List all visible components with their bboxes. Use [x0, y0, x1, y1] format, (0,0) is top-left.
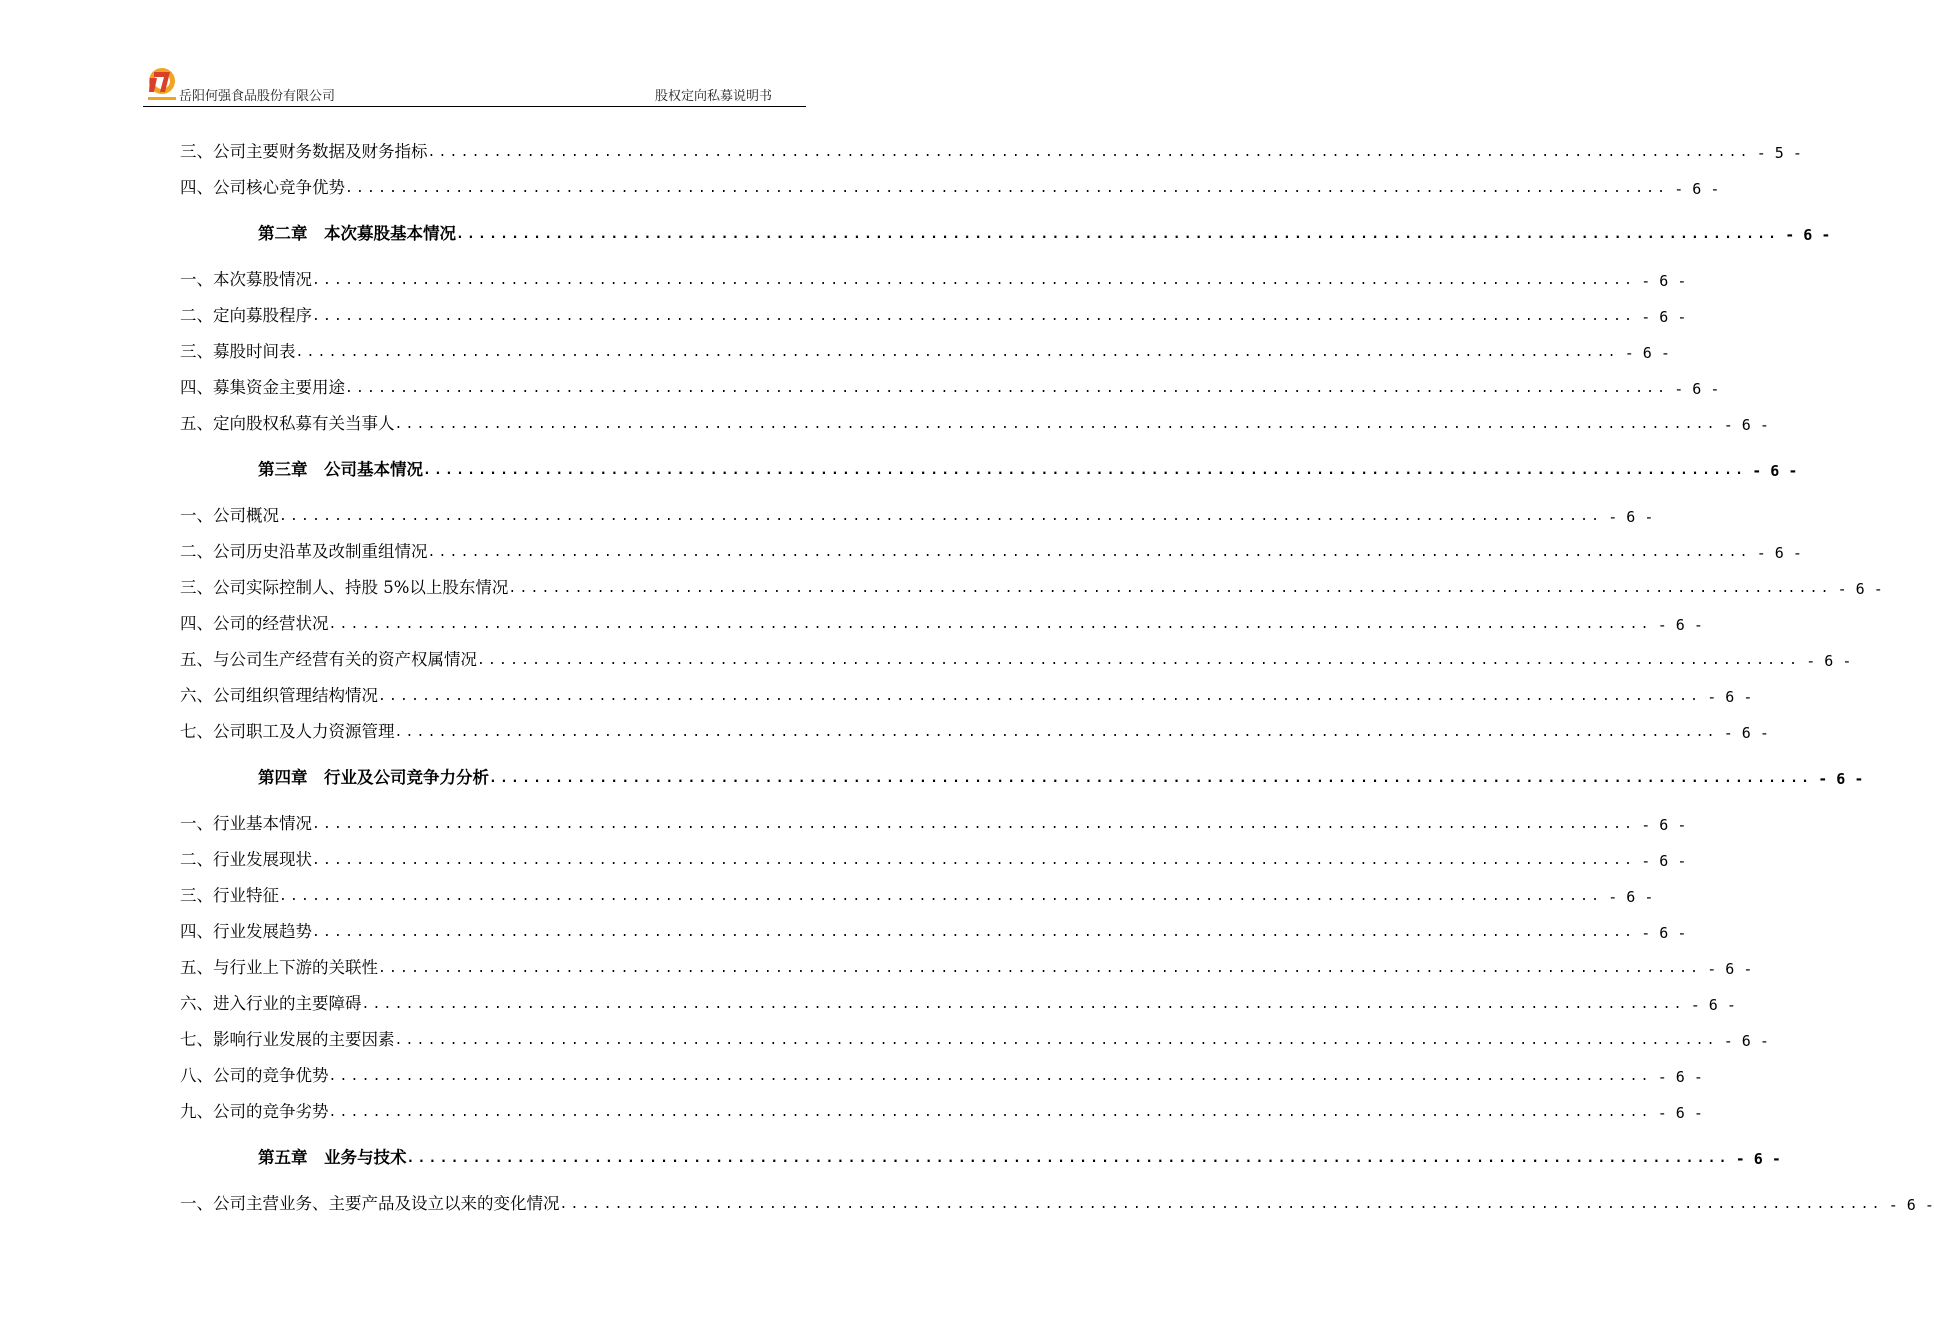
- document-title: 股权定向私募说明书: [654, 89, 772, 104]
- toc-section-entry[interactable]: [180, 1168, 1934, 1214]
- toc-dot-leader: ........................................................................................................................: [477, 653, 1801, 668]
- toc-section-entry[interactable]: [180, 126, 1802, 162]
- toc-page-number: - 6 -: [1818, 770, 1864, 788]
- toc-page-number: - 6 -: [1641, 852, 1687, 870]
- toc-entry-label: 一、本次募股情况: [180, 270, 312, 289]
- toc-dot-leader: ........................................................................................................................: [427, 145, 1751, 160]
- toc-dot-leader: ........................................................................................................................: [489, 771, 1813, 786]
- toc-dot-leader: ........................................................................................................................: [508, 581, 1832, 596]
- toc-page-number: - 6 -: [1735, 1150, 1781, 1168]
- toc-section-entry[interactable]: [180, 834, 1687, 870]
- toc-section-entry[interactable]: [180, 562, 1883, 598]
- toc-entry-label: 三、公司实际控制人、持股 5%以上股东情况: [180, 578, 509, 597]
- table-of-contents: [180, 126, 1934, 1214]
- toc-dot-leader: ........................................................................................................................: [361, 997, 1685, 1012]
- toc-section-entry[interactable]: [180, 706, 1769, 742]
- toc-page-number: - 6 -: [1707, 960, 1753, 978]
- toc-chapter-entry[interactable]: [180, 434, 1798, 480]
- toc-dot-leader: ........................................................................................................................: [394, 1033, 1718, 1048]
- toc-page-number: - 6 -: [1752, 462, 1798, 480]
- toc-section-entry[interactable]: [180, 1050, 1703, 1086]
- toc-page-number: - 6 -: [1806, 652, 1852, 670]
- toc-dot-leader: ........................................................................................................................: [423, 463, 1747, 478]
- toc-entry-label: 三、募股时间表: [180, 342, 296, 361]
- toc-page-number: - 6 -: [1674, 380, 1720, 398]
- toc-page-number: - 5 -: [1756, 144, 1802, 162]
- toc-entry-label: 一、公司概况: [180, 506, 279, 525]
- toc-entry-label: 第三章 公司基本情况: [258, 460, 423, 479]
- toc-page-number: - 6 -: [1641, 816, 1687, 834]
- toc-section-entry[interactable]: [180, 788, 1687, 834]
- company-name: 岳阳何强食品股份有限公司: [179, 89, 336, 104]
- toc-entry-label: 第四章 行业及公司竞争力分析: [258, 768, 489, 787]
- toc-entry-label: 四、募集资金主要用途: [180, 378, 345, 397]
- toc-section-entry[interactable]: [180, 244, 1687, 290]
- toc-dot-leader: ........................................................................................................................: [328, 1069, 1652, 1084]
- toc-section-entry[interactable]: [180, 634, 1852, 670]
- toc-section-entry[interactable]: [180, 598, 1703, 634]
- toc-section-entry[interactable]: [180, 906, 1687, 942]
- toc-page-number: - 6 -: [1785, 226, 1831, 244]
- toc-entry-label: 八、公司的竞争优势: [180, 1066, 329, 1085]
- toc-section-entry[interactable]: [180, 398, 1769, 434]
- toc-section-entry[interactable]: [180, 942, 1753, 978]
- toc-entry-label: 五、定向股权私募有关当事人: [180, 414, 395, 433]
- toc-section-entry[interactable]: [180, 162, 1720, 198]
- toc-dot-leader: ........................................................................................................................: [312, 925, 1636, 940]
- toc-section-entry[interactable]: [180, 326, 1670, 362]
- toc-entry-label: 第二章 本次募股基本情况: [258, 224, 456, 243]
- toc-dot-leader: ........................................................................................................................: [312, 273, 1636, 288]
- toc-dot-leader: ........................................................................................................................: [378, 689, 1702, 704]
- toc-entry-label: 二、定向募股程序: [180, 306, 312, 325]
- toc-entry-label: 七、公司职工及人力资源管理: [180, 722, 395, 741]
- toc-entry-label: 七、影响行业发展的主要因素: [180, 1030, 395, 1049]
- toc-section-entry[interactable]: [180, 978, 1736, 1014]
- toc-dot-leader: ........................................................................................................................: [406, 1151, 1730, 1166]
- toc-dot-leader: ........................................................................................................................: [394, 725, 1718, 740]
- toc-dot-leader: ........................................................................................................................: [279, 509, 1603, 524]
- toc-section-entry[interactable]: [180, 870, 1654, 906]
- toc-dot-leader: ........................................................................................................................: [328, 617, 1652, 632]
- company-logo-icon: [145, 66, 179, 106]
- toc-dot-leader: ........................................................................................................................: [456, 227, 1780, 242]
- toc-page-number: - 6 -: [1657, 1068, 1703, 1086]
- toc-page-number: - 6 -: [1657, 616, 1703, 634]
- toc-dot-leader: ........................................................................................................................: [295, 345, 1619, 360]
- page-header: [143, 62, 806, 107]
- toc-page-number: - 6 -: [1657, 1104, 1703, 1122]
- toc-section-entry[interactable]: [180, 290, 1687, 326]
- toc-entry-label: 四、公司的经营状况: [180, 614, 329, 633]
- toc-entry-label: 三、行业特征: [180, 886, 279, 905]
- toc-page-number: - 6 -: [1723, 724, 1769, 742]
- toc-dot-leader: ........................................................................................................................: [328, 1105, 1652, 1120]
- toc-entry-label: 五、与公司生产经营有关的资产权属情况: [180, 650, 477, 669]
- toc-section-entry[interactable]: [180, 362, 1720, 398]
- toc-section-entry[interactable]: [180, 1086, 1703, 1122]
- toc-dot-leader: ........................................................................................................................: [345, 381, 1669, 396]
- toc-page-number: - 6 -: [1707, 688, 1753, 706]
- toc-entry-label: 六、进入行业的主要障碍: [180, 994, 362, 1013]
- toc-dot-leader: ........................................................................................................................: [345, 181, 1669, 196]
- toc-page-number: - 6 -: [1624, 344, 1670, 362]
- toc-entry-label: 四、公司核心竞争优势: [180, 178, 345, 197]
- toc-dot-leader: ........................................................................................................................: [312, 309, 1636, 324]
- toc-page-number: - 6 -: [1690, 996, 1736, 1014]
- toc-dot-leader: ........................................................................................................................: [312, 817, 1636, 832]
- toc-page-number: - 6 -: [1723, 416, 1769, 434]
- toc-dot-leader: ........................................................................................................................: [559, 1197, 1883, 1212]
- toc-entry-label: 三、公司主要财务数据及财务指标: [180, 142, 428, 161]
- toc-page-number: - 6 -: [1608, 508, 1654, 526]
- toc-section-entry[interactable]: [180, 480, 1654, 526]
- toc-page-number: - 6 -: [1756, 544, 1802, 562]
- toc-page-number: - 6 -: [1641, 272, 1687, 290]
- toc-entry-label: 第五章 业务与技术: [258, 1148, 407, 1167]
- toc-page-number: - 6 -: [1723, 1032, 1769, 1050]
- toc-page-number: - 6 -: [1837, 580, 1883, 598]
- toc-entry-label: 四、行业发展趋势: [180, 922, 312, 941]
- toc-page-number: - 6 -: [1674, 180, 1720, 198]
- toc-page-number: - 6 -: [1641, 308, 1687, 326]
- toc-dot-leader: ........................................................................................................................: [427, 545, 1751, 560]
- toc-page-number: - 6 -: [1608, 888, 1654, 906]
- toc-entry-label: 二、行业发展现状: [180, 850, 312, 869]
- toc-dot-leader: ........................................................................................................................: [378, 961, 1702, 976]
- toc-dot-leader: ........................................................................................................................: [279, 889, 1603, 904]
- toc-chapter-entry[interactable]: [180, 1122, 1781, 1168]
- toc-chapter-entry[interactable]: [180, 198, 1831, 244]
- toc-section-entry[interactable]: [180, 670, 1753, 706]
- toc-entry-label: 二、公司历史沿革及改制重组情况: [180, 542, 428, 561]
- toc-section-entry[interactable]: [180, 526, 1802, 562]
- toc-entry-label: 一、行业基本情况: [180, 814, 312, 833]
- toc-entry-label: 六、公司组织管理结构情况: [180, 686, 378, 705]
- toc-page-number: - 6 -: [1641, 924, 1687, 942]
- toc-dot-leader: ........................................................................................................................: [312, 853, 1636, 868]
- toc-entry-label: 九、公司的竞争劣势: [180, 1102, 329, 1121]
- toc-dot-leader: ........................................................................................................................: [394, 417, 1718, 432]
- toc-entry-label: 五、与行业上下游的关联性: [180, 958, 378, 977]
- toc-section-entry[interactable]: [180, 1014, 1769, 1050]
- toc-page-number: - 6 -: [1888, 1196, 1934, 1214]
- toc-chapter-entry[interactable]: [180, 742, 1864, 788]
- toc-entry-label: 一、公司主营业务、主要产品及设立以来的变化情况: [180, 1194, 560, 1213]
